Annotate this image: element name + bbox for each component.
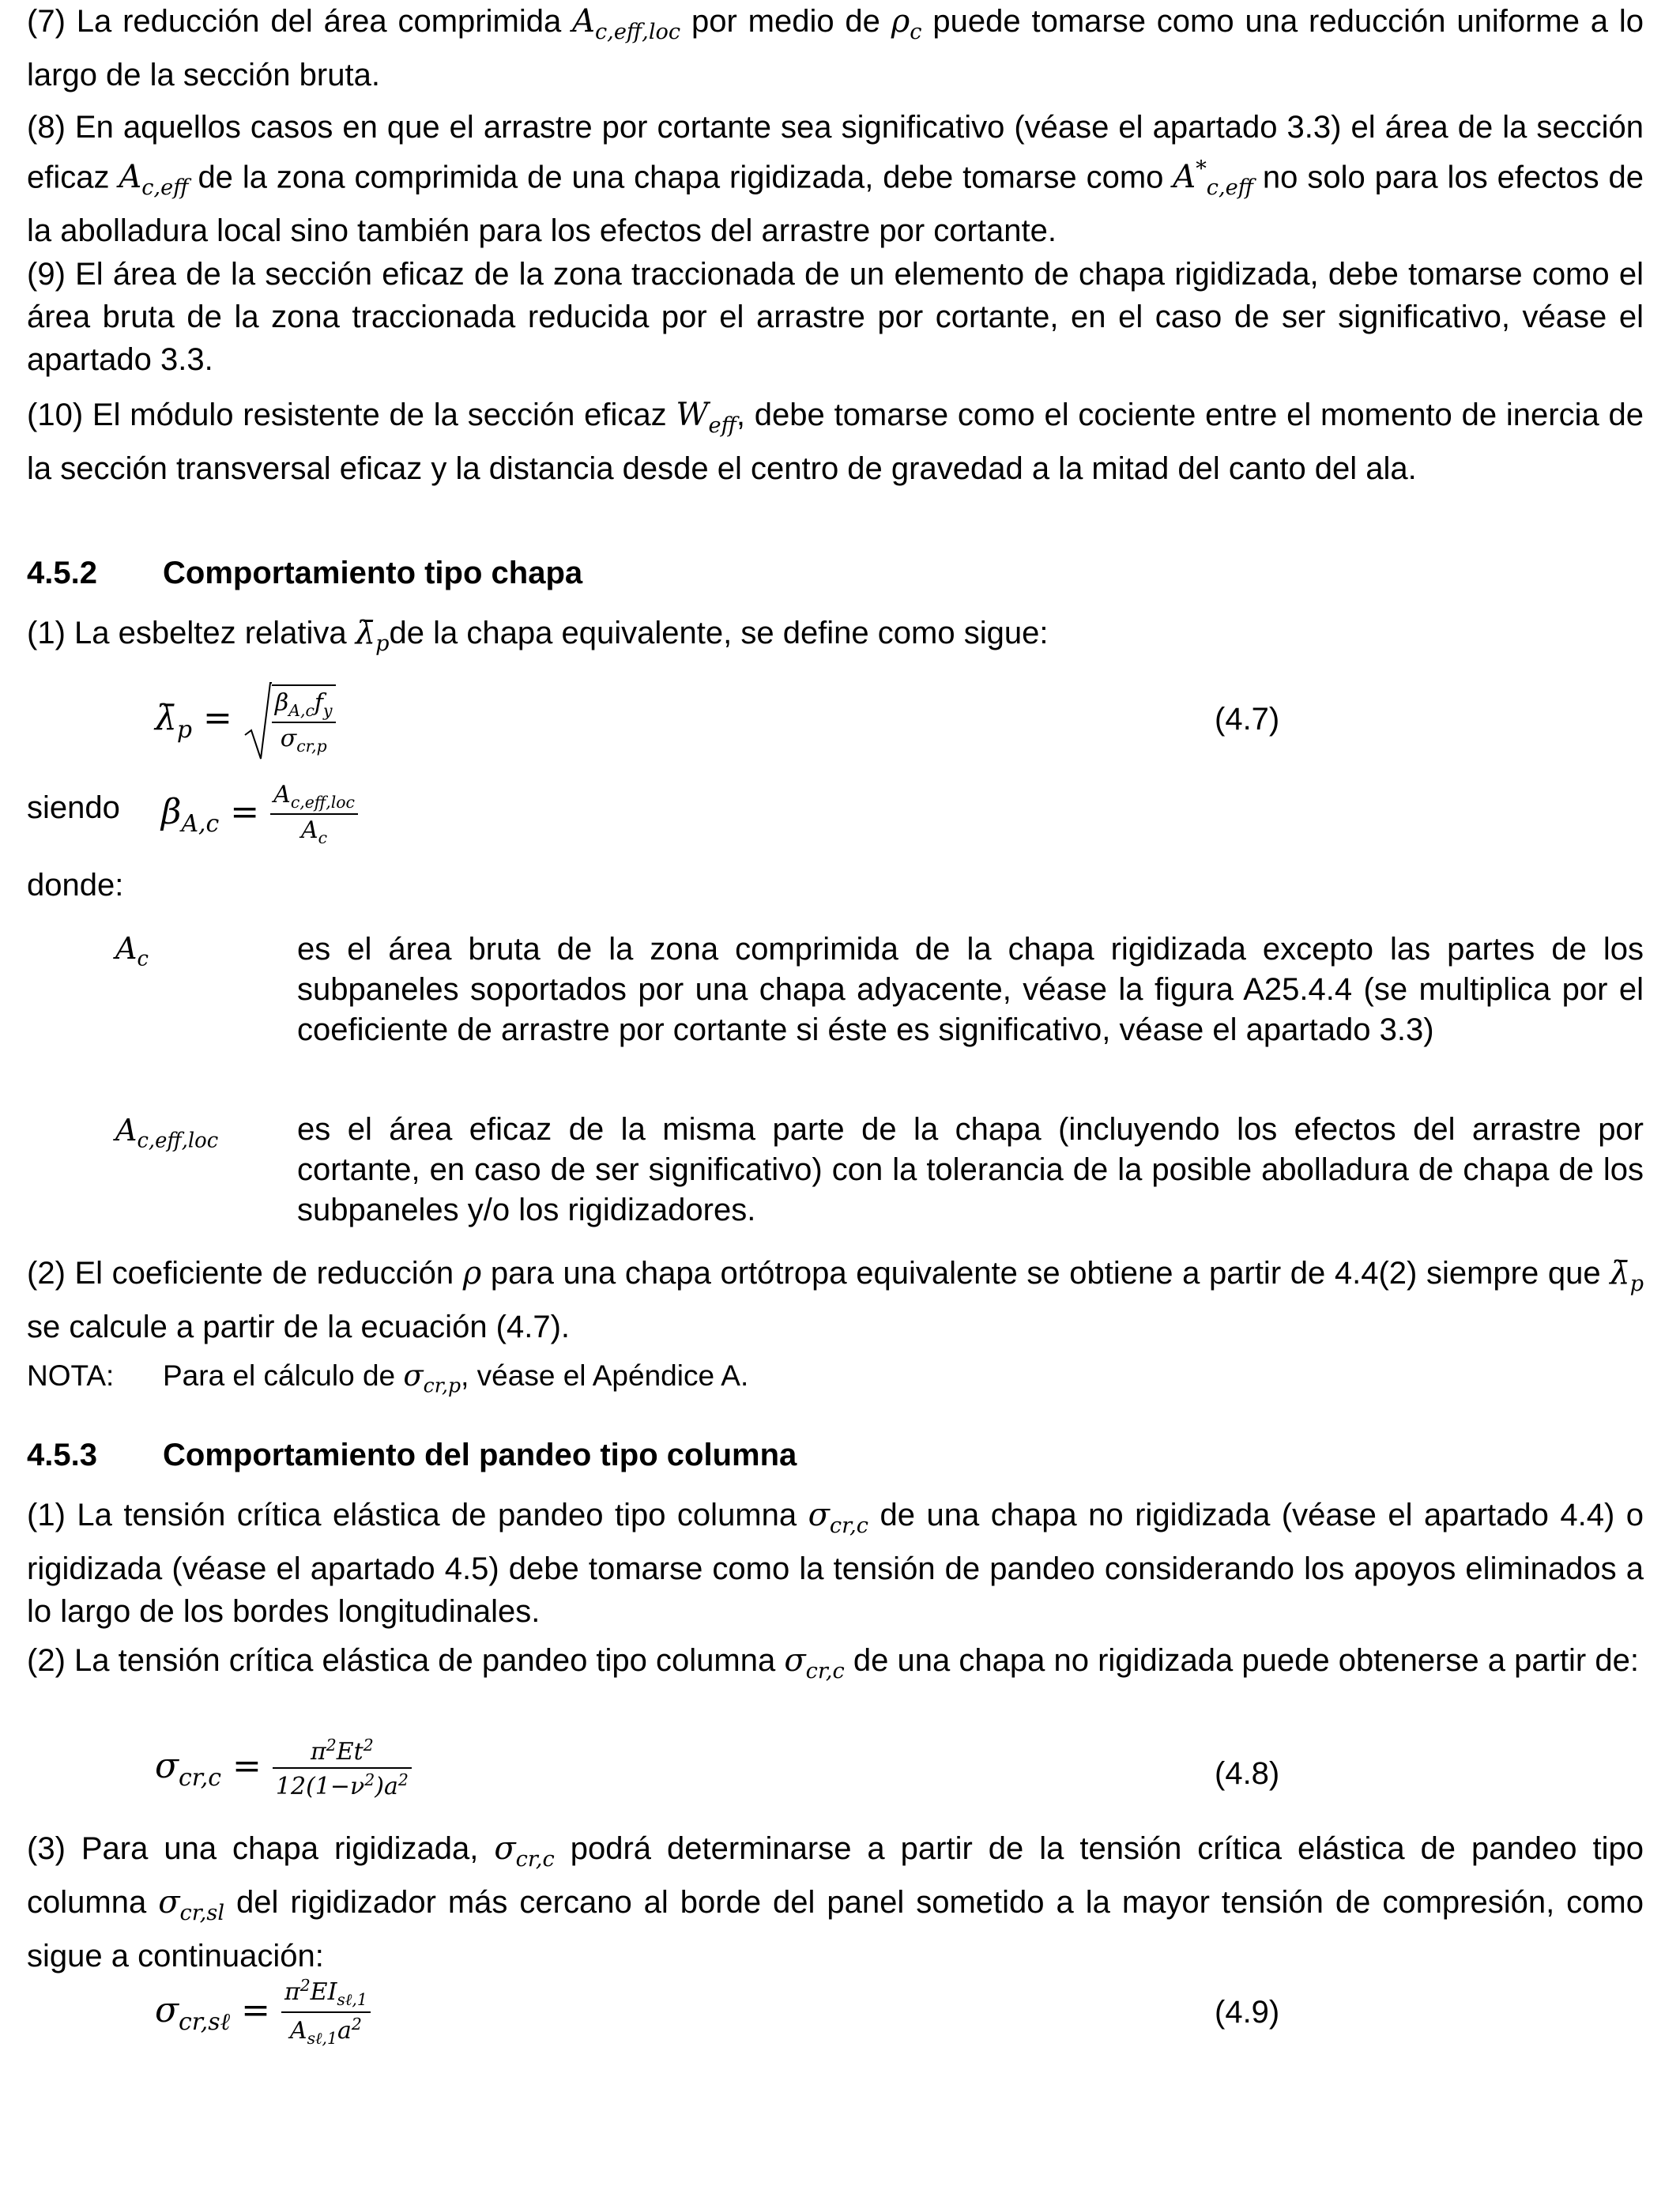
math-A-c-eff: $A_{c,eff}$ xyxy=(119,159,189,201)
math-sigma-cr-c: $\sigma_{cr,c}$ xyxy=(808,1497,869,1538)
math-sigma-cr-sl: $\sigma_{cr,sl}$ xyxy=(158,1884,225,1925)
paragraph-7: (7) La reducción del área comprimida $A_{c,eff,loc}$ por medio de $\rho_c$ puede tomarse como una reducción uniforme a lo largo de la sección bruta. xyxy=(27,3,1644,92)
paragraph-9: (9) El área de la sección eficaz de la zona traccionada de un elemento de chapa rigidizada, debe tomarse como el área bruta de la zona traccionada reducida por el arrastre por cortante, en el caso de ser significativo, véase el apartado 3.3. xyxy=(27,257,1644,377)
symbol-A-c: $A_c$ xyxy=(115,931,149,971)
math-W-eff: $W_{eff}$ xyxy=(676,397,736,438)
definition-A-c: es el área bruta de la zona comprimida de la chapa rigidizada excepto las partes de los subpaneles soportados por una chapa adyacente, véase la figura A25.4.4 (se multiplica por el coeficiente de arrastre por cortante si éste es significativo, véase el apartado 3.3) xyxy=(297,932,1644,1047)
paragraph-4-5-3-3: (3) Para una chapa rigidizada, $\sigma_{cr,c}$ podrá determinarse a partir de la tensión crítica elástica de pandeo tipo columna $\sigma_{cr,sl}$ del rigidizador más cercano al borde del panel sometido a la mayor tensión de compresión, como sigue a continuación: xyxy=(27,1830,1644,1973)
math-sigma-cr-p: $\sigma_{cr,p}$ xyxy=(403,1359,461,1397)
equation-number-4-7: (4.7) xyxy=(1215,702,1280,737)
donde-label: donde: xyxy=(27,868,124,903)
math-rho-c: $\rho_c$ xyxy=(891,3,922,44)
equation-beta: $\beta_{A,c}$ = $\frac{A_{c,eff,loc}}{A_c}$ xyxy=(161,781,358,847)
equation-4-9: $\sigma_{cr,s\ell}$ = $\frac{\pi^2EI_{s\ell,1}}{A_{s\ell,1}a^2}$ xyxy=(155,1976,371,2049)
symbol-A-c-eff-loc: $A_{c,eff,loc}$ xyxy=(115,1113,219,1153)
paragraph-4-5-2-1: (1) La esbeltez relativa $\lambdā_pde$ la chapa equivalente, se define como sigue: xyxy=(27,615,1049,656)
math-rho: ρ xyxy=(462,1255,482,1291)
math-A-star-c-eff: $A^*_{c,eff}$ xyxy=(1173,157,1254,201)
math-sigma-cr-c-2: $\sigma_{cr,c}$ xyxy=(784,1642,845,1683)
math-lambda-bar-p: $\lambdā_p$ xyxy=(355,615,390,656)
paragraph-4-5-2-2: (2) El coeficiente de reducción ρ para una chapa ortótropa equivalente se obtiene a partir de 4.4(2) siempre que $\lambdā_p$ se calcule a partir de la ecuación (4.7). xyxy=(27,1255,1644,1344)
paragraph-4-5-3-1: (1) La tensión crítica elástica de pandeo tipo columna $\sigma_{cr,c}$ de una chapa no rigidizada (véase el apartado 4.4) o rigidizada (véase el apartado 4.5) debe tomarse como la tensión de pandeo considerando los apoyos eliminados a lo largo de los bordes longitudinales. xyxy=(27,1497,1644,1629)
sqrt-radical: $\frac{\beta_{A,c}f_y}{\sigma_{cr,p}}$ xyxy=(243,684,336,756)
equation-4-7: $\lambdā_p$ = $\frac{\beta_{A,c}f_y}{\sigma_{cr,p}}$ xyxy=(155,684,336,756)
definition-A-c-eff-loc: es el área eficaz de la misma parte de la chapa (incluyendo los efectos del arrastre por cortante, en caso de ser significativo) con la tolerancia de la posible abolladura de chapa de los subpaneles y/o los rigidizadores. xyxy=(297,1112,1644,1227)
equation-4-8: $\sigma_{cr,c}$ = $\frac{\pi^2Et^2}{12(1-\nu^2)a^2}$ xyxy=(155,1736,412,1800)
section-heading-4-5-2: 4.5.2 Comportamiento tipo chapa xyxy=(27,556,583,590)
radical-sign-icon xyxy=(243,680,272,762)
paragraph-8: (8) En aquellos casos en que el arrastre por cortante sea significativo (véase el apartado 3.3) el área de la sección eficaz $A_{c,eff}$ de la zona comprimida de una chapa rigidizada, debe tomarse como $A^*_{c,eff}$ no solo para los efectos de la abolladura local sino también para los efectos del arrastre por cortante. xyxy=(27,110,1644,249)
math-sigma-cr-c-3: $\sigma_{cr,c}$ xyxy=(494,1830,555,1872)
section-heading-4-5-3: 4.5.3 Comportamiento del pandeo tipo columna xyxy=(27,1438,797,1472)
math-lambda-bar-p-2: $\lambdā_p$ xyxy=(1610,1255,1644,1296)
equation-number-4-9: (4.9) xyxy=(1215,1995,1280,2030)
paragraph-10: (10) El módulo resistente de la sección eficaz $W_{eff}$, debe tomarse como el cociente entre el momento de inercia de la sección transversal eficaz y la distancia desde el centro de gravedad a la mitad del canto del ala. xyxy=(27,397,1644,486)
math-A-c-eff-loc: $A_{c,eff,loc}$ xyxy=(572,3,681,44)
paragraph-4-5-3-2: (2) La tensión crítica elástica de pandeo tipo columna $\sigma_{cr,c}$ de una chapa no rigidizada puede obtenerse a partir de: xyxy=(27,1642,1639,1683)
siendo-label: siendo xyxy=(27,790,120,825)
equation-number-4-8: (4.8) xyxy=(1215,1756,1280,1791)
note: NOTA: Para el cálculo de $\sigma_{cr,p}$, véase el Apéndice A. xyxy=(27,1359,749,1397)
